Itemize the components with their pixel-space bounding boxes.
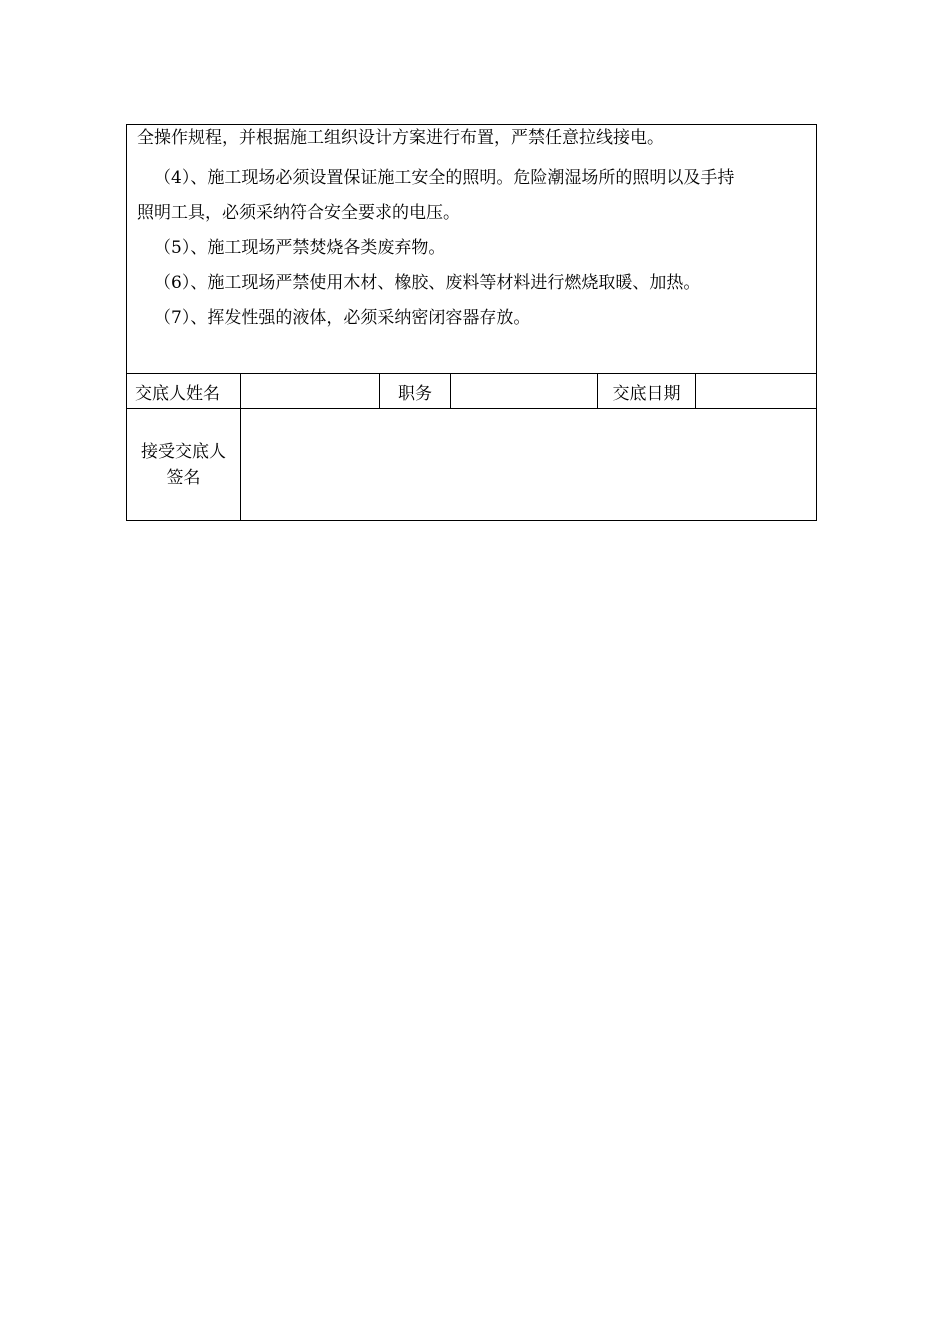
- content-line-1: 全操作规程，并根据施工组织设计方案进行布置，严禁任意拉线接电。: [137, 128, 664, 148]
- receiver-signature-field[interactable]: [241, 409, 817, 521]
- receiver-signature-label: [127, 409, 241, 521]
- receiver-signature-label-line1: 接受交底人: [141, 441, 226, 462]
- receiver-signature-label-line2: 签名: [166, 467, 201, 488]
- content-line-3: 照明工具，必须采纳符合安全要求的电压。: [137, 203, 460, 223]
- presenter-name-field[interactable]: [241, 374, 380, 409]
- position-field[interactable]: [451, 374, 598, 409]
- content-line-5: （6）、施工现场严禁使用木材、橡胶、废料等材料进行燃烧取暖、加热。: [154, 273, 701, 293]
- presenter-name-label: 交底人姓名: [127, 374, 241, 409]
- signature-row: [127, 409, 817, 521]
- content-line-2: （4）、施工现场必须设置保证施工安全的照明。危险潮湿场所的照明以及手持: [154, 168, 735, 188]
- presenter-info-row: [127, 374, 817, 409]
- disclosure-table: [126, 124, 817, 521]
- content-line-6: （7）、挥发性强的液体，必须采纳密闭容器存放。: [154, 308, 531, 328]
- date-field[interactable]: [696, 374, 817, 409]
- safety-content-cell: [127, 125, 817, 374]
- date-label: 交底日期: [598, 374, 696, 409]
- content-row: [127, 125, 817, 374]
- position-label: 职务: [380, 374, 451, 409]
- content-line-4: （5）、施工现场严禁焚烧各类废弃物。: [154, 238, 446, 258]
